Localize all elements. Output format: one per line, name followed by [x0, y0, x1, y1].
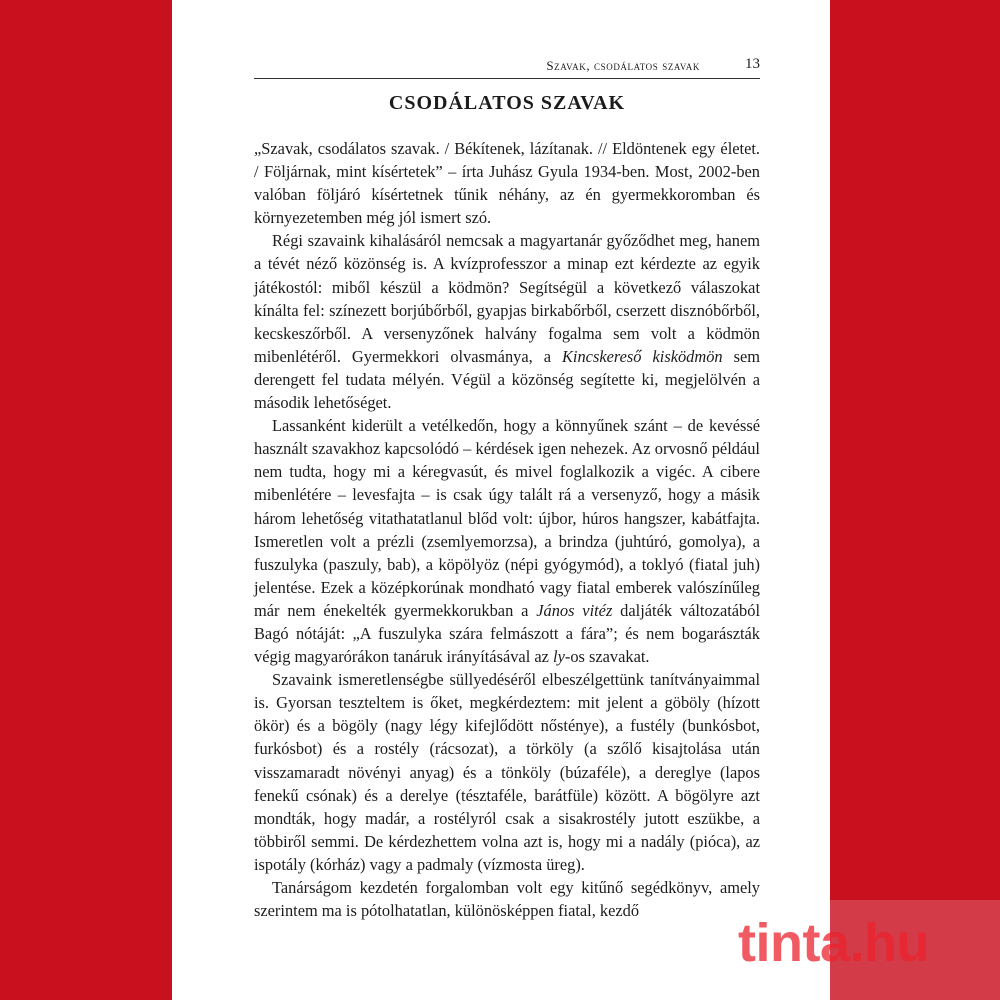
- running-head: Szavak, csodálatos szavak: [546, 58, 700, 73]
- italic-text: János vitéz: [536, 600, 613, 620]
- text-run: Régi szavaink kihalásáról nemcsak a magyartanár győződhet meg, hanem a tévét néző közönség is. A kvízprofesszor a minap ezt kérdezte az egyik játékostól: miből készül a ködmön? Segítségül a következő válaszokat kínálta fel: színezett borjúbőrből, gyapjas birkabőrből, cserzett disznóbőrből, kecskeszőrből. A versenyzőnek halvány fogalma sem volt a ködmön mibenlétéről. Gyermekkori olvasmánya, a: [254, 231, 760, 366]
- paragraph: [254, 414, 760, 668]
- text-run: -os szavakat.: [564, 647, 650, 667]
- page-header: [254, 54, 760, 79]
- text-run: „Szavak, csodálatos szavak. / Békítenek, lázítanak. // Eldöntenek egy életet. / Följárnak, mint kísértetek” – írta Juhász Gyula 1934-ben. Most, 2002-ben valóban följáró kísértetnek tűnik néhány, az én gyermekkoromban és környezetemben még jól ismert szó.: [254, 139, 760, 228]
- text-run: Szavaink ismeretlenségbe süllyedéséről elbeszélgettünk tanítványaimmal is. Gyorsan teszteltem is őket, megkérdeztem: mit jelent a göböly (hízott ökör) és a bögöly (nagy légy kifejlődött nősténye), a fustély (bunkósbot, furkósbot) és a rostély (rácsozat), a törköly (a szőlő kisajtolása után visszamaradt növényi anyag) és a tönköly (búzaféle), a dereglye (lapos fenekű csónak) és a derelye (tésztaféle, barátfüle) között. A bögölyre azt mondták, hogy madár, a rostélyról csak a sisakrostély jutott eszükbe, a többiről semmi. De kérdezhettem volna azt is, hogy mi a nadály (pióca), az ispotály (kórház) vagy a padmaly (vízmosta üreg).: [254, 670, 760, 874]
- paragraph: [254, 229, 760, 414]
- paragraph: [254, 876, 760, 922]
- book-page: [172, 0, 830, 1000]
- page-number: 13: [745, 56, 760, 72]
- text-run: sem derengett fel tudata mélyén. Végül a közönség segítette ki, megjelölvén a második lehetőséget.: [254, 346, 760, 413]
- paragraph: [254, 137, 760, 229]
- text-run: daljáték változatából Bagó nótáját: „A fuszulyka szára felmászott a fára”; és nem bogarászták végig magyarórákon tanáruk irányításával az: [254, 600, 760, 667]
- watermark-logo: tinta.hu: [738, 913, 929, 973]
- chapter-title: CSODÁLATOS SZAVAK: [388, 92, 626, 114]
- text-run: Lassanként kiderült a vetélkedőn, hogy a könnyűnek szánt – de kevéssé használt szavakhoz kapcsolódó – kérdések igen nehezek. Az orvosnő például nem tudta, hogy mi a kéregvasút, és mivel foglalkozik a vigéc. A cibere mibenlétére – levesfajta – is csak úgy talált rá a versenyző, hogy a másik három lehetőség vitathatatlanul blőd volt: újbor, húros hangszer, kabátfajta. Ismeretlen volt a prézli (zsemlyemorzsa), a brindza (juhtúró, gomolya), a fuszulyka (paszuly, bab), a köpölyöz (népi gyógymód), a toklyó (fiatal juh) jelentése. Ezek a középkorúnak mondható vagy fiatal emberek valószínűleg már nem énekelték gyermekkorukban a: [254, 416, 760, 620]
- text-run: Tanárságom kezdetén forgalomban volt egy kitűnő segédkönyv, amely szerintem ma is pótolhatatlan, különösképpen fiatal, kezdő: [254, 878, 760, 921]
- italic-text: Kincskereső kisködmön: [561, 346, 723, 366]
- paragraph: [254, 668, 760, 876]
- body-text: [254, 137, 760, 922]
- italic-text: ly: [553, 647, 565, 667]
